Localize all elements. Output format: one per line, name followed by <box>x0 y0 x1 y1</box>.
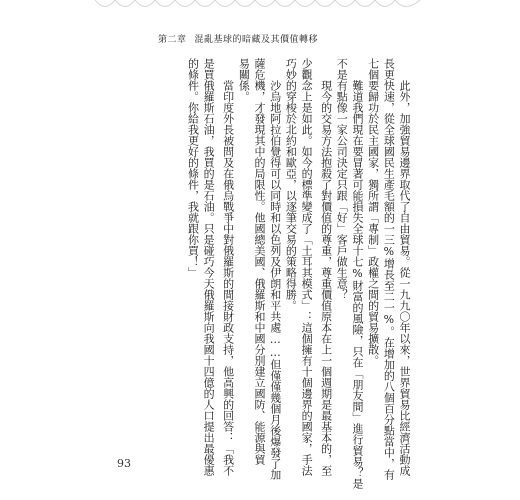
text-column: 難道我們現在要冒著可能損失全球十七%財富的風險，只在「朋友間」進行貿易？是 <box>350 58 364 489</box>
text-column: 薩危機，才發現其中的局限性。他國總美國、俄羅斯和中國分別建立國防、能源與貿 <box>253 58 266 465</box>
page-number: 93 <box>117 457 131 470</box>
text-column: 少觀念上是如此。如今的標準變成了「土耳其模式」：這個擁有十個邊界的國家，手法 <box>300 58 314 476</box>
text-column: 沙烏地阿拉伯覺得可以同時和以色列及伊朗和平共處……但僅僅幾個月後爆發了加 <box>268 58 282 480</box>
text-column: 巧妙的穿梭於北約和歐亞，以逐筆交易的策略得勝。 <box>284 58 298 311</box>
scallop-ornament <box>95 0 420 14</box>
text-column: 七個要歸功於民主國家，獨所謂「專制」政權之間的貿易擴散。 <box>366 58 380 366</box>
running-head <box>158 32 318 45</box>
body-text <box>138 58 411 489</box>
text-column: 此外，加強貿易邊界取代了自由貿易。從一九九〇年以來，世界貿易比經濟活動成 <box>398 58 411 476</box>
text-column: 是買俄羅斯石油，我買的是石油。只是碰巧今天俄羅斯向我國十四億的人口提出最優惠 <box>202 58 216 476</box>
text-column: 長更快速，從全球國民生產毛額的一三%增長至二一%。在增加的八個百分點當中，有 <box>382 58 396 480</box>
text-column: 易關係。 <box>237 58 251 102</box>
text-column: 當印度外長被問及在俄烏戰爭中對俄羅斯的間接財政支持，他高興的回答：「我不 <box>221 58 235 476</box>
text-column: 現今的交易方法抱殺了對價值的尊重，尊重價值原本在上一個週期是最基本的，至 <box>319 58 333 476</box>
text-column: 不是有點像一家公司決定只跟「好」客戶做生意？ <box>335 58 349 300</box>
chapter-label: 第二章 <box>158 35 187 45</box>
chapter-title: 混亂基球的暗藏及其價值轉移 <box>194 35 319 45</box>
text-column: 的條件。你給我更好的條件，我就跟你買！」 <box>186 58 200 278</box>
